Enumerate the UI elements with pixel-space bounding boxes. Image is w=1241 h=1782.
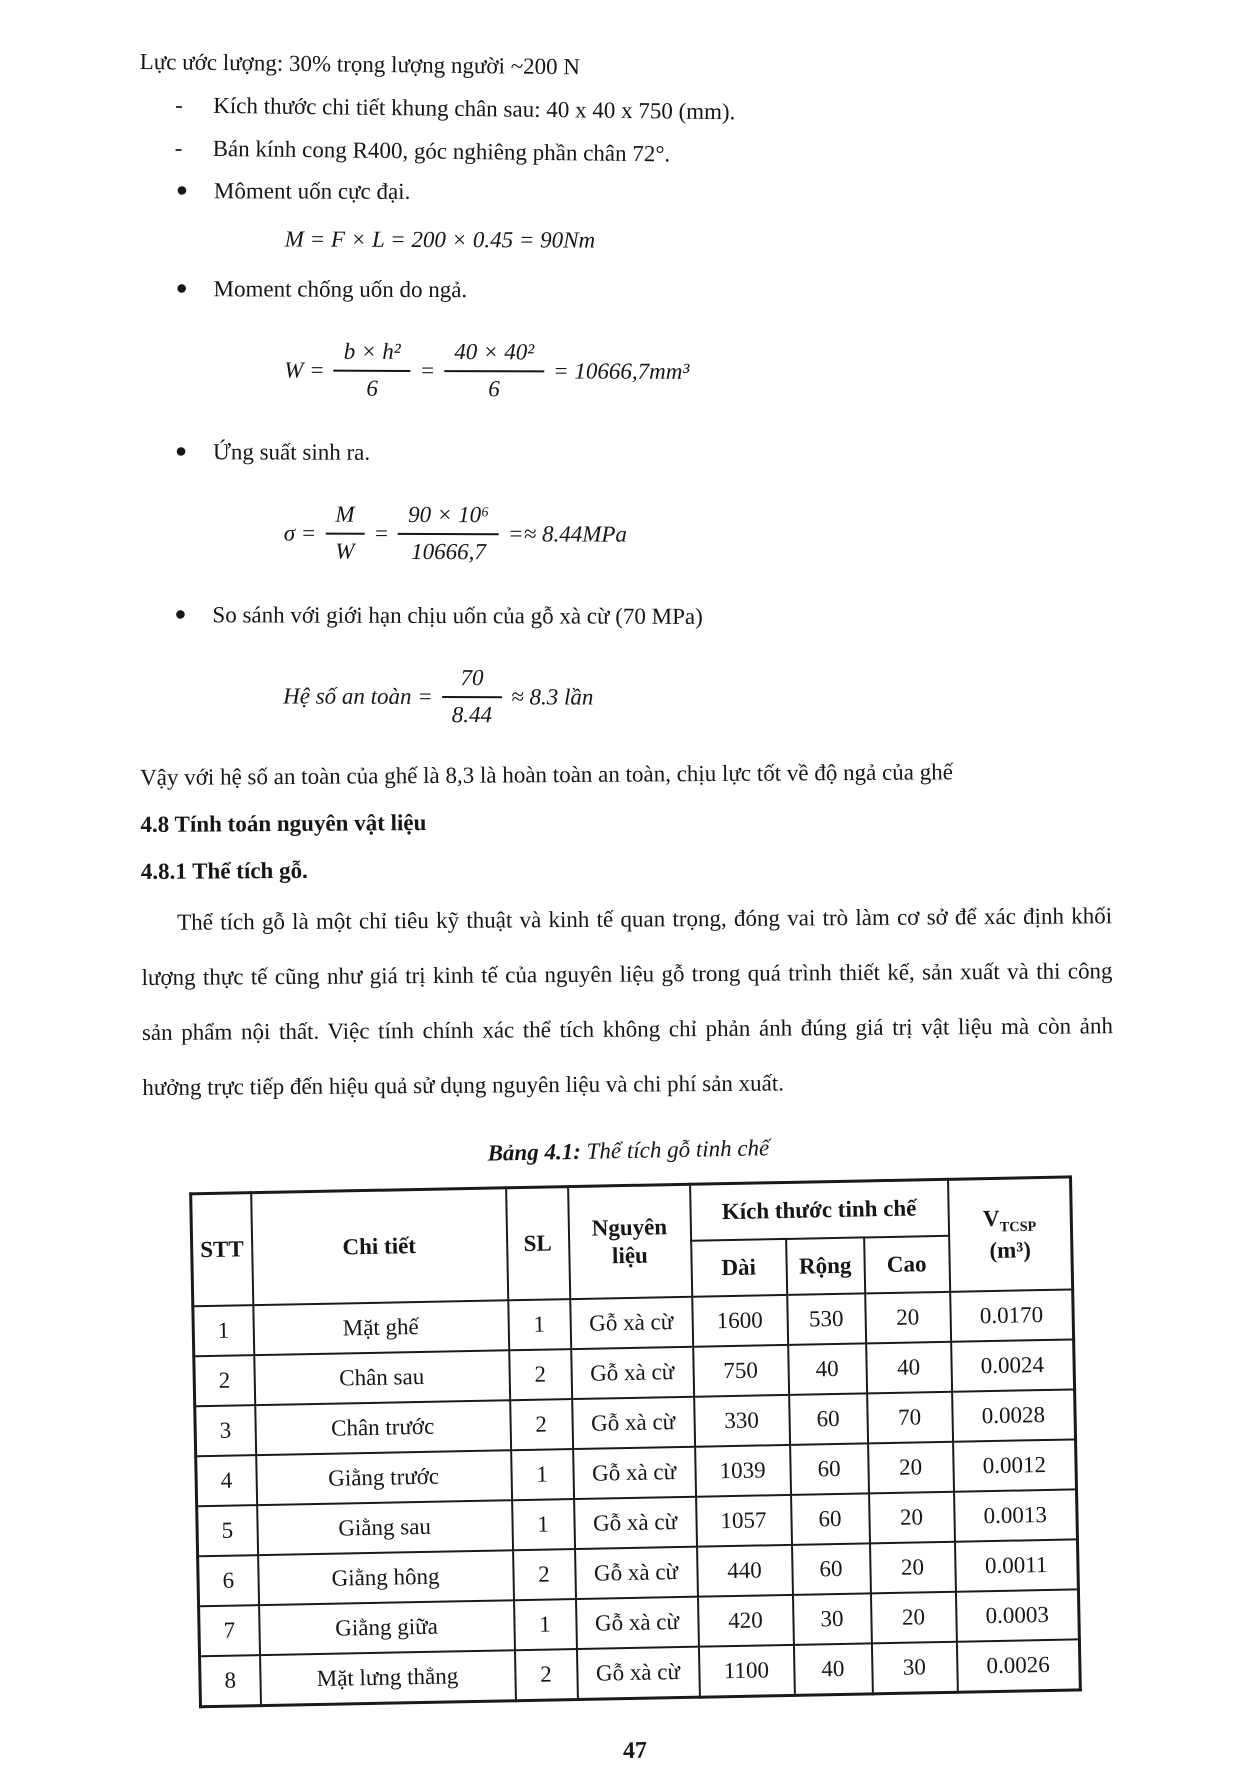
cell-nguyen-lieu: Gỗ xà cừ [576,1647,699,1700]
header-sl: SL [506,1187,570,1301]
fraction-denominator: 6 [366,375,378,401]
cell-sl: 1 [512,1499,575,1550]
page-number: 47 [622,1737,648,1765]
cell-v-tcsp: 0.0024 [951,1339,1075,1391]
bullet-icon: ● [175,179,189,202]
cell-chi-tiet: Chân sau [254,1350,510,1405]
cell-rong: 530 [787,1293,866,1344]
cell-cao: 20 [870,1542,956,1594]
cell-chi-tiet: Chân trước [255,1400,511,1455]
formula-text: M = F × L = 200 × 0.45 = 90Nm [284,226,596,253]
cell-dai: 1600 [692,1295,788,1347]
fraction [334,338,411,404]
text-section [140,749,1113,1115]
fraction-numerator: M [325,501,364,535]
cell-stt: 2 [194,1355,255,1406]
fraction-numerator: 70 [442,664,502,698]
intro-line: Lực ước lượng: 30% trọng lượng người ~200 N [139,48,581,80]
fraction-denominator: W [335,538,355,564]
cell-chi-tiet: Mặt ghế [253,1300,509,1355]
fraction [398,501,499,567]
cell-sl: 2 [510,1399,573,1450]
body-paragraph: Thể tích gỗ là một chỉ tiêu kỹ thuật và kinh tế quan trọng, đóng vai trò làm cơ sở để xác định khối lượng thực tế cũng như giá trị kinh tế của nguyên liệu gỗ trong quá trình thiết kế, sản xuất và thi công sản phẩm nội thất. Việc tính chính xác thể tích không chỉ phản ánh đúng giá trị vật liệu mà còn ảnh hưởng trực tiếp đến hiệu quả sử dụng nguyên liệu và chi phí sản xuất. [141,903,1113,1100]
header-chi-tiet: Chi tiết [251,1188,508,1305]
cell-rong: 40 [788,1343,867,1394]
header-v-unit: (m³) [989,1237,1032,1264]
cell-stt: 8 [200,1655,261,1707]
cell-cao: 20 [870,1592,956,1644]
header-nguyen-lieu: Nguyên liệu [568,1184,692,1299]
cell-nguyen-lieu: Gỗ xà cừ [575,1547,698,1599]
cell-stt: 6 [198,1555,259,1606]
cell-cao: 20 [869,1492,955,1544]
header-stt: STT [191,1193,253,1307]
cell-v-tcsp: 0.0170 [950,1289,1074,1341]
cell-cao: 20 [868,1442,954,1494]
bullet-stress [175,430,1110,476]
bullet-icon: ● [175,277,188,300]
fraction-denominator: 8.44 [451,702,493,728]
cell-chi-tiet: Giằng sau [257,1500,513,1555]
cell-nguyen-lieu: Gỗ xà cừ [576,1597,699,1649]
formula-equals: = [373,520,390,546]
cell-rong: 60 [789,1393,868,1444]
cell-v-tcsp: 0.0003 [955,1589,1079,1641]
table-header [191,1177,1073,1306]
dash-marker: - [174,135,183,161]
formula-rhs: =≈ 8.44MPa [508,520,627,547]
cell-sl: 1 [508,1299,571,1350]
fraction-denominator: 10666,7 [411,538,486,565]
header-cao: Cao [864,1236,950,1294]
fraction-numerator: 40 × 40² [444,338,544,372]
cell-nguyen-lieu: Gỗ xà cừ [573,1447,696,1499]
cell-v-tcsp: 0.0013 [954,1489,1078,1541]
cell-dai: 330 [694,1395,790,1447]
fraction [325,501,364,567]
fraction [442,664,502,730]
header-dai: Dài [691,1239,787,1297]
cell-chi-tiet: Giằng trước [256,1450,512,1505]
formula-lhs: W = [284,357,325,383]
cell-chi-tiet: Mặt lưng thẳng [260,1650,516,1705]
cell-stt: 3 [195,1405,256,1456]
top-section [138,40,1111,181]
cell-sl: 1 [511,1449,574,1500]
bullet-compare [174,593,1109,639]
dash-item-text: Bán kính cong R400, góc nghiêng phần chân 72°. [212,135,671,167]
cell-dai: 1100 [698,1645,794,1697]
cell-rong: 30 [792,1593,871,1644]
cell-sl: 2 [514,1649,577,1701]
cell-dai: 750 [693,1345,789,1397]
cell-nguyen-lieu: Gỗ xà cừ [571,1347,694,1399]
bullet-moment-resist [176,267,1111,313]
cell-cao: 40 [866,1342,952,1394]
table-body [193,1289,1081,1706]
bullet-text: Moment chống uốn do ngả. [213,276,468,303]
cell-sl: 2 [513,1549,576,1600]
bullet-moment-max [176,169,1111,215]
calculation-section [138,169,1111,747]
heading-4-8-1: 4.8.1 Thể tích gỗ. [140,857,308,884]
formula-safety-factor [283,649,1109,748]
cell-dai: 1039 [695,1445,791,1497]
fraction-numerator: 90 × 10⁶ [398,501,499,535]
cell-dai: 1057 [696,1495,792,1547]
cell-cao: 30 [871,1642,957,1694]
cell-cao: 20 [865,1292,951,1344]
cell-cao: 70 [867,1392,953,1444]
bullet-icon: ● [174,603,187,626]
cell-rong: 40 [793,1643,872,1695]
header-v-subscript: TCSP [999,1219,1037,1236]
bullet-text: Ứng suất sinh ra. [212,439,371,465]
conclusion-line: Vậy với hệ số an toàn của ghế là 8,3 là hoàn toàn an toàn, chịu lực tốt về độ ngả của ghế [140,759,953,790]
cell-v-tcsp: 0.0028 [952,1389,1076,1441]
header-rong: Rộng [786,1237,865,1294]
cell-dai: 440 [697,1545,793,1597]
bullet-icon: ● [174,440,188,463]
header-v-symbol: V [982,1206,1000,1232]
header-v-tcsp [948,1177,1073,1292]
fraction-denominator: 6 [488,376,500,402]
formula-rhs: ≈ 8.3 lần [511,683,594,710]
cell-stt: 5 [197,1505,258,1556]
cell-nguyen-lieu: Gỗ xà cừ [572,1397,695,1449]
formula-lhs: Hệ số an toàn = [283,683,433,709]
formula-stress [284,486,1110,585]
cell-rong: 60 [790,1443,869,1494]
cell-v-tcsp: 0.0026 [956,1639,1080,1692]
table-section [140,1120,1123,1782]
bullet-text: So sánh với giới hạn chịu uốn của gỗ xà cừ (70 MPa) [212,602,703,629]
dash-item-text: Kích thước chi tiết khung chân sau: 40 x 40 x 750 (mm). [213,92,736,125]
cell-sl: 2 [509,1349,572,1400]
cell-chi-tiet: Giằng hông [258,1550,514,1605]
fraction [444,338,544,404]
cell-nguyen-lieu: Gỗ xà cừ [570,1297,693,1349]
cell-chi-tiet: Giằng giữa [259,1600,515,1655]
cell-nguyen-lieu: Gỗ xà cừ [574,1497,697,1549]
formula-equals: = [419,357,436,383]
formula-lhs: σ = [283,520,317,546]
cell-v-tcsp: 0.0012 [953,1439,1077,1491]
table-caption-label: Bảng 4.1: [487,1138,582,1166]
dash-marker: - [175,92,184,118]
fraction-numerator: b × h² [334,338,411,372]
cell-stt: 1 [193,1305,254,1356]
formula-rhs: = 10666,7mm³ [553,358,690,384]
cell-rong: 60 [791,1493,870,1544]
wood-volume-table [189,1175,1082,1708]
formula-section-modulus [284,323,1110,422]
table-caption [188,1121,1069,1181]
cell-rong: 60 [792,1543,871,1594]
bullet-text: Môment uốn cực đại. [213,178,411,204]
cell-stt: 7 [199,1605,260,1656]
cell-dai: 420 [697,1595,793,1647]
table-caption-text: Thể tích gỗ tinh chế [580,1135,770,1164]
heading-4-8: 4.8 Tính toán nguyên vật liệu [140,810,427,837]
formula-moment [285,219,1111,265]
header-kich-thuoc: Kích thước tinh chế [690,1179,949,1240]
cell-stt: 4 [196,1455,257,1506]
cell-v-tcsp: 0.0011 [955,1539,1079,1591]
cell-sl: 1 [514,1599,577,1650]
